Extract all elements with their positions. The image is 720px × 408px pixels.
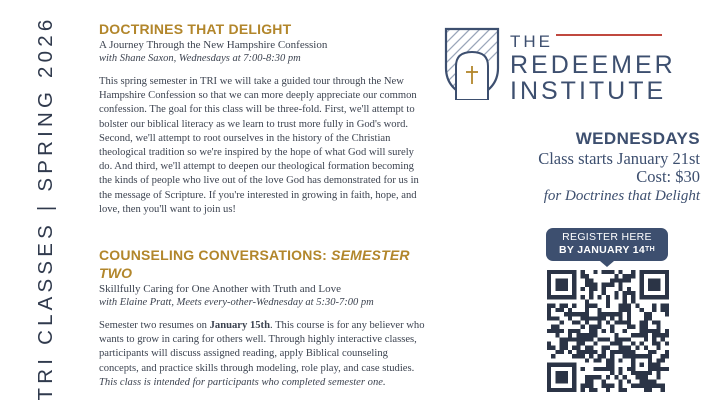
course1-subtitle: A Journey Through the New Hampshire Confession [99,39,328,51]
shield-emblem-icon [443,26,501,100]
logo-redeemer: REDEEMER [510,51,676,79]
course2-title-em: SEMESTER TWO [99,247,410,281]
course2-desc-date: January 15th [209,320,270,331]
info-cost: Cost: $30 [636,167,700,186]
course2-title [99,246,429,282]
register-banner [546,228,668,261]
register-deadline: BY JANUARY 14 [559,244,646,256]
vertical-title: TRI CLASSES | SPRING 2026 [34,15,57,401]
institute-logo [443,26,693,105]
logo-the: THE [510,32,553,51]
course2-desc-after: . This course is for any believer who wants to grow in caring for others well. Through highly interactive classes, participants will discuss assigned reading, apply Biblical counseling concepts, and practice skills through modeling, role play, and case studies. [99,320,425,374]
course2-subtitle: Skillfully Caring for One Another with Truth and Love [99,283,341,295]
register-line2 [546,244,668,257]
info-course: for Doctrines that Delight [543,188,700,204]
info-start-date: Class starts January 21st [538,149,700,168]
course2-desc-before: Semester two resumes on [99,320,210,331]
registration-qr-code[interactable] [547,270,669,392]
course2-note: This class is intended for participants who completed semester one. [99,376,386,388]
logo-institute: INSTITUTE [510,77,667,105]
class-info [470,128,700,206]
logo-divider [556,34,662,36]
register-pointer [600,261,614,267]
course2-description [99,319,429,376]
course2-instructor: with Elaine Pratt, Meets every-other-Wednesday at 5:30-7:00 pm [99,297,374,308]
register-line1: REGISTER HERE [562,231,652,243]
info-day: WEDNESDAYS [575,129,700,148]
course1-instructor: with Shane Saxon, Wednesdays at 7:00-8:30 pm [99,53,301,64]
course1-title: DOCTRINES THAT DELIGHT [99,21,292,37]
logo-wordmark [510,32,676,104]
course1-description: This spring semester in TRI we will take a guided tour through the New Hampshire Confession so that we can more deeply appreciate our common confession. The goal for this class will be three-fold. First, we'll attempt to bolster our biblical literacy as we learn to trust more fully in God's word. Second, we'll attempt to root ourselves in the history of the Christian theological tradition so we're inspired by the hope of what God will surely do. And third, we'll attempt to deepen our theological formation becoming the kinds of people who live out of the love God has demonstrated for us in the message of Scripture. If you're interested in growing in faith, hope, and love, then you'll want to join us! [99,76,419,215]
course2-title-main: COUNSELING CONVERSATIONS: [99,247,332,263]
course-counseling [99,246,429,390]
course-doctrines [99,20,429,217]
register-deadline-suffix: TH [645,246,655,253]
